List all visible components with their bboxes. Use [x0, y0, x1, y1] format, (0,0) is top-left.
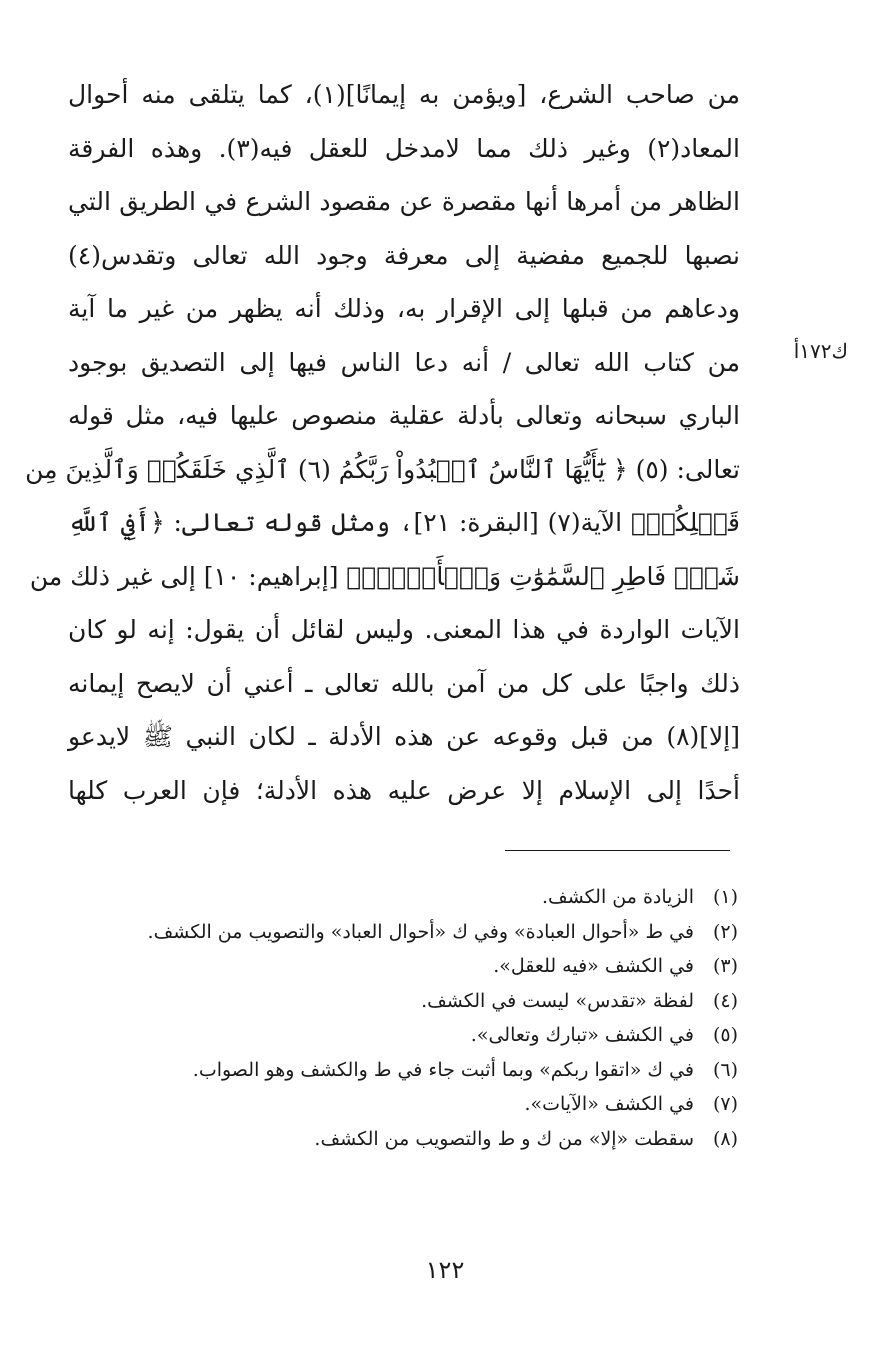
text-line: الباري سبحانه وتعالى بأدلة عقلية منصوص عليها فيه، مثل قوله — [68, 401, 740, 430]
text-line: من صاحب الشرع، [ويؤمن به إيمانًا](١)، كما يتلقى منه أحوال — [68, 80, 741, 109]
text-line: تعالى: (٥) ﴿ يَٰٓأَيُّهَا ٱلنَّاسُ ٱعۡبُدُواْ رَبَّكُمُ (٦) ٱلَّذِي خَلَقَكُمۡ وَٱلَّذِينَ مِن — [25, 454, 740, 484]
text-line: شَكّٞ فَاطِرِ ٱلسَّمَٰوَٰتِ وَٱلۡأَرۡضِۖ﴾ [إبراهيم: ١٠] إلى غير ذلك من — [29, 561, 740, 591]
text-line: ودعاهم من قبلها إلى الإقرار به، وذلك أنه يظهر من غير ما آية — [68, 294, 740, 323]
footnote-item — [100, 1053, 738, 1088]
footnote-text: في الكشف «الآيات». — [524, 1093, 694, 1115]
footnote-number: (٣) — [712, 955, 738, 977]
footnotes — [100, 880, 738, 1156]
footnote-text: سقطت «إلا» من ك و ط والتصويب من الكشف. — [314, 1127, 694, 1150]
footnote-number: (١) — [712, 886, 738, 908]
footnote-text: لفظة «تقدس» ليست في الكشف. — [421, 989, 694, 1012]
footnote-text: في ك «اتقوا ربكم» وبما أثبت جاء في ط والكشف وهو الصواب. — [192, 1058, 694, 1081]
text-line: أحدًا إلى الإسلام إلا عرض عليه هذه الأدلة؛ فإن العرب كلها — [68, 775, 740, 805]
text-line: الآيات الواردة في هذا المعنى. وليس لقائل أن يقول: إنه لو كان — [68, 615, 740, 644]
footnote-number: (٥) — [712, 1024, 738, 1046]
footnote-text: في ط «أحوال العبادة» وفي ك «أحوال العباد» والتصويب من الكشف. — [147, 920, 694, 943]
footnote-separator — [505, 850, 730, 851]
text-line: ذلك واجبًا على كل من آمن بالله تعالى ـ أعني أن لايصح إيمانه — [68, 668, 740, 698]
text-line: الظاهر من أمرها أنها مقصرة عن مقصود الشرع في الطريق التي — [68, 187, 740, 216]
footnote-number: (٢) — [712, 920, 738, 943]
footnote-item — [100, 880, 738, 915]
footnote-text: في الكشف «فيه للعقل». — [493, 955, 694, 977]
footnote-item — [100, 915, 738, 950]
text-line: قَبۡلِكُمۡ﴾ الآية(٧) [البقرة: ٢١]، ومثل قوله تعالى: ﴿أَفِي ٱللَّهِ — [68, 508, 741, 537]
text-line: من كتاب الله تعالى / أنه دعا الناس فيها إلى التصديق بوجود — [68, 347, 740, 377]
footnote-item — [100, 949, 738, 984]
main-text — [25, 68, 741, 817]
footnote-number: (٧) — [712, 1093, 738, 1115]
text-line: نصبها للجميع مفضية إلى معرفة وجود الله تعالى وتقدس(٤) — [68, 240, 740, 270]
footnote-number: (٤) — [712, 989, 738, 1012]
footnote-number: (٨) — [712, 1127, 738, 1150]
footnote-text: في الكشف «تبارك وتعالى». — [470, 1024, 694, 1046]
page-number: ١٢٢ — [425, 1256, 465, 1284]
manuscript-margin-note: ك١٧٢أ — [793, 339, 848, 363]
footnote-item — [100, 1087, 738, 1122]
footnote-number: (٦) — [712, 1058, 738, 1081]
footnote-item — [100, 1018, 738, 1053]
text-line: المعاد(٢) وغير ذلك مما لامدخل للعقل فيه(٣). وهذه الفرقة — [68, 133, 740, 163]
text-line: [إلا](٨) من قبل وقوعه عن هذه الأدلة ـ لكان النبي ﷺ لايدعو — [68, 722, 740, 751]
footnote-text: الزيادة من الكشف. — [542, 886, 694, 908]
footnote-item — [100, 1122, 738, 1157]
footnote-item — [100, 984, 738, 1019]
